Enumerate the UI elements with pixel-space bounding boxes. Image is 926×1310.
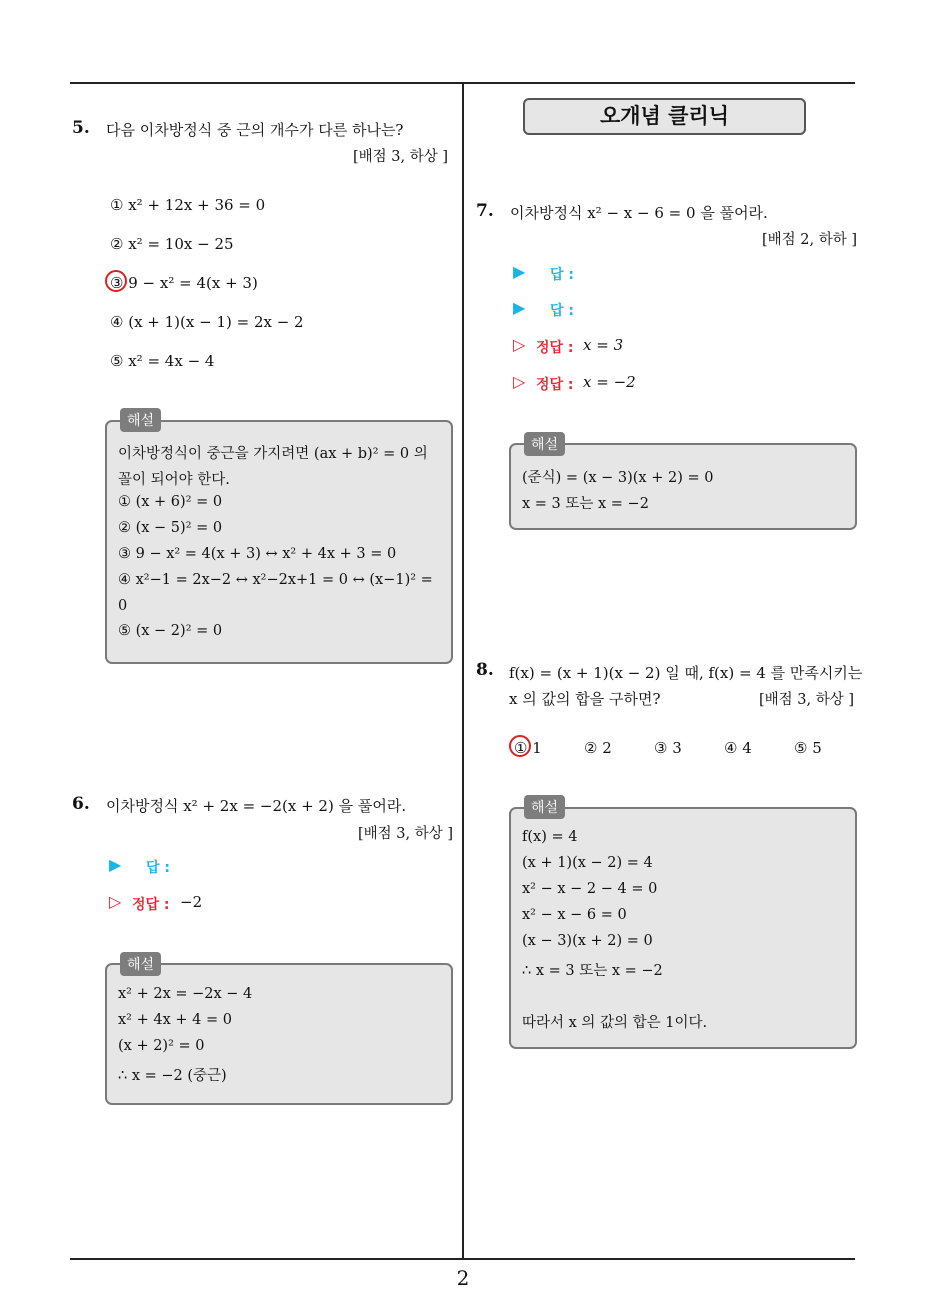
q7-correct-label-2: 정답 : — [536, 377, 574, 393]
q8-choice-4[interactable]: ④ 4 — [724, 739, 752, 757]
q5-choice-2[interactable]: ② x² = 10x − 25 — [110, 235, 234, 253]
q6-explanation-tag: 해설 — [120, 952, 161, 976]
page-number: 2 — [456, 1266, 470, 1290]
q6-answer-label[interactable]: 답 : — [146, 860, 170, 876]
q5-choice-3[interactable]: ③ 9 − x² = 4(x + 3) — [110, 274, 258, 292]
q5-explanation-tag: 해설 — [120, 408, 161, 432]
q5-explain-line: ① (x + 6)² = 0 — [118, 494, 223, 510]
q8-explain-line: f(x) = 4 — [522, 829, 578, 845]
q8-number: 8. — [476, 660, 494, 680]
column-divider — [462, 82, 464, 1259]
q8-explain-line: x² − x − 2 − 4 = 0 — [522, 881, 658, 897]
q5-choice-4[interactable]: ④ (x + 1)(x − 1) = 2x − 2 — [110, 313, 304, 331]
q8-question-text-line2: x 의 값의 합을 구하면? — [509, 690, 661, 708]
q5-number: 5. — [72, 118, 90, 138]
q5-explain-line: ⑤ (x − 2)² = 0 — [118, 623, 223, 639]
q7-explanation-tag: 해설 — [524, 432, 565, 456]
q7-answer-label-1[interactable]: 답 : — [550, 267, 574, 283]
q8-explain-line: x² − x − 6 = 0 — [522, 907, 627, 923]
q8-choice-3[interactable]: ③ 3 — [654, 739, 682, 757]
q6-correct-label: 정답 : — [132, 897, 170, 913]
q8-explanation-tag: 해설 — [524, 795, 565, 819]
q8-choice-5[interactable]: ⑤ 5 — [794, 739, 822, 757]
q5-score: [배점 3, 하상 ] — [352, 149, 448, 165]
q8-score: [배점 3, 하상 ] — [758, 692, 854, 708]
bottom-rule — [70, 1258, 855, 1260]
q7-correct-label-1: 정답 : — [536, 340, 574, 356]
right-triangle-icon: ▶ — [109, 855, 122, 874]
right-triangle-outline-icon: ▷ — [513, 335, 526, 354]
q8-choice-2[interactable]: ② 2 — [584, 739, 612, 757]
right-triangle-outline-icon: ▷ — [109, 892, 122, 911]
q8-question-text-line1: f(x) = (x + 1)(x − 2) 일 때, f(x) = 4 를 만족시키는 — [509, 664, 863, 682]
q5-explain-line: 이차방정식이 중근을 가지려면 (ax + b)² = 0 의 — [118, 446, 428, 462]
q6-score: [배점 3, 하상 ] — [357, 826, 453, 842]
q5-explain-line: ③ 9 − x² = 4(x + 3) ↔ x² + 4x + 3 = 0 — [118, 546, 397, 562]
q7-question-text: 이차방정식 x² − x − 6 = 0 을 풀어라. — [510, 204, 768, 222]
q6-explain-line: x² + 2x = −2x − 4 — [118, 986, 253, 1002]
q5-explain-line: ④ x²−1 = 2x−2 ↔ x²−2x+1 = 0 ↔ (x−1)² = — [118, 572, 433, 588]
q6-number: 6. — [72, 794, 90, 814]
q5-selected-circle-icon — [105, 270, 127, 292]
q5-explain-line: 0 — [118, 598, 128, 614]
q8-choice-1[interactable]: ① 1 — [514, 739, 542, 757]
right-triangle-icon: ▶ — [513, 298, 526, 317]
q7-answer-label-2[interactable]: 답 : — [550, 303, 574, 319]
q7-correct-value-1: x = 3 — [583, 336, 624, 354]
q7-correct-value-2: x = −2 — [583, 373, 636, 391]
q7-score: [배점 2, 하하 ] — [761, 232, 857, 248]
q7-explain-line: (준식) = (x − 3)(x + 2) = 0 — [522, 470, 714, 486]
q5-choice-5[interactable]: ⑤ x² = 4x − 4 — [110, 352, 215, 370]
q6-explain-line: (x + 2)² = 0 — [118, 1038, 205, 1054]
q6-explain-line: ∴ x = −2 (중근) — [118, 1068, 227, 1084]
q7-explain-line: x = 3 또는 x = −2 — [522, 496, 649, 512]
q8-selected-circle-icon — [509, 735, 531, 757]
q5-question-text: 다음 이차방정식 중 근의 개수가 다른 하나는? — [106, 121, 404, 139]
right-triangle-icon: ▶ — [513, 262, 526, 281]
q7-number: 7. — [476, 201, 494, 221]
q5-explain-line: ② (x − 5)² = 0 — [118, 520, 223, 536]
q5-explain-line: 꼴이 되어야 한다. — [118, 472, 230, 488]
right-triangle-outline-icon: ▷ — [513, 372, 526, 391]
q8-explain-line: ∴ x = 3 또는 x = −2 — [522, 963, 663, 979]
q6-question-text: 이차방정식 x² + 2x = −2(x + 2) 을 풀어라. — [106, 797, 407, 815]
header-title: 오개념 클리닉 — [523, 98, 806, 135]
q6-correct-value: −2 — [180, 893, 203, 911]
q8-explain-line: (x + 1)(x − 2) = 4 — [522, 855, 653, 871]
q8-explain-line: 따라서 x 의 값의 합은 1이다. — [522, 1015, 708, 1031]
q6-explain-line: x² + 4x + 4 = 0 — [118, 1012, 232, 1028]
q8-explain-line: (x − 3)(x + 2) = 0 — [522, 933, 653, 949]
q5-choice-1[interactable]: ① x² + 12x + 36 = 0 — [110, 196, 266, 214]
